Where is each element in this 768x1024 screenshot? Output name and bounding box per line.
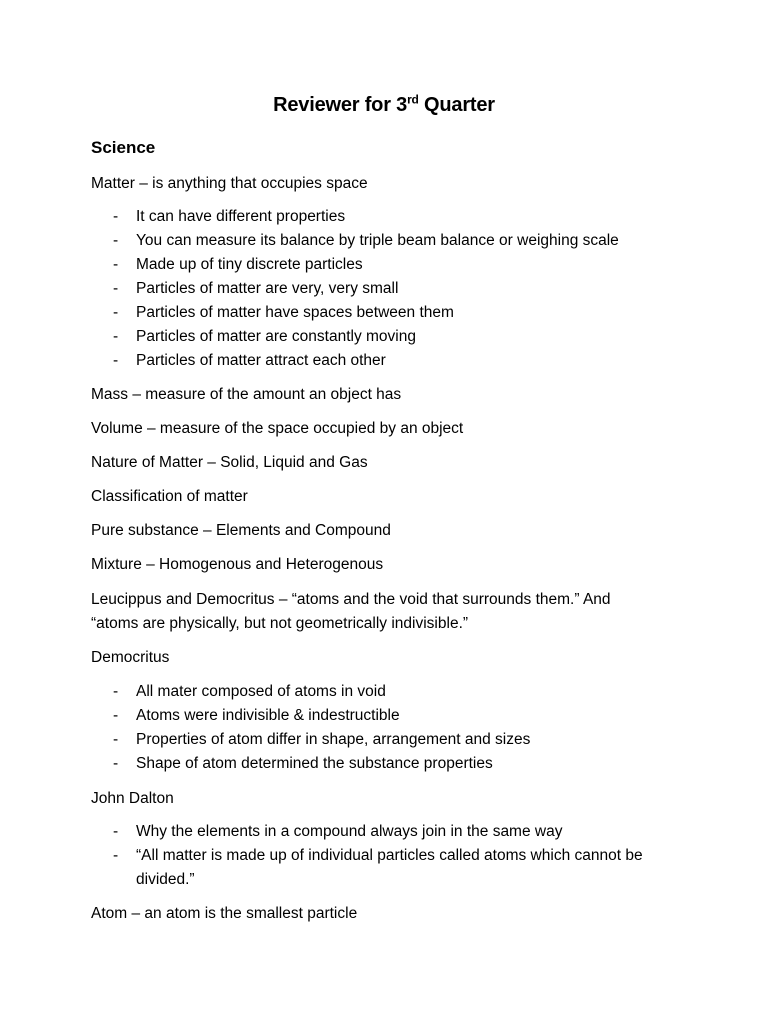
list-item: - It can have different properties <box>113 208 346 225</box>
list-item: - Why the elements in a compound always join in the same way <box>113 823 563 840</box>
democritus-heading: Democritus <box>91 649 170 666</box>
title-main: Reviewer for 3 <box>273 94 408 116</box>
matter-definition: Matter – is anything that occupies space <box>91 175 368 192</box>
list-item: - Particles of matter are constantly moving <box>113 328 416 345</box>
list-item: - All mater composed of atoms in void <box>113 683 386 700</box>
list-item: - Made up of tiny discrete particles <box>113 256 363 273</box>
dalton-list <box>91 820 691 892</box>
matter-properties-list <box>91 205 691 373</box>
atom-definition: Atom – an atom is the smallest particle <box>91 905 358 922</box>
list-item: - You can measure its balance by triple beam balance or weighing scale <box>113 232 619 249</box>
list-item: - Particles of matter are very, very small <box>113 280 399 297</box>
list-item: - Atoms were indivisible & indestructible <box>113 707 400 724</box>
section-heading-science: Science <box>91 138 156 157</box>
list-item: - “All matter is made up of individual particles called atoms which cannot be <box>113 847 643 864</box>
democritus-list <box>91 680 691 776</box>
leucippus-line-1: Leucippus and Democritus – “atoms and the void that surrounds them.” And <box>91 591 611 608</box>
list-item: - Properties of atom differ in shape, arrangement and sizes <box>113 731 531 748</box>
list-item: - Shape of atom determined the substance properties <box>113 755 493 772</box>
dalton-heading: John Dalton <box>91 790 174 807</box>
list-item: - Particles of matter attract each other <box>113 352 386 369</box>
title-superscript: rd <box>407 92 419 107</box>
volume-definition: Volume – measure of the space occupied by an object <box>91 420 464 437</box>
list-item: - Particles of matter have spaces between them <box>113 304 454 321</box>
nature-of-matter: Nature of Matter – Solid, Liquid and Gas <box>91 454 368 471</box>
list-item-continuation: divided.” <box>136 871 195 888</box>
classification-heading: Classification of matter <box>91 488 248 505</box>
page-title <box>0 94 768 117</box>
leucippus-line-2: “atoms are physically, but not geometrically indivisible.” <box>91 615 469 632</box>
title-end: Quarter <box>418 94 495 116</box>
pure-substance-definition: Pure substance – Elements and Compound <box>91 522 391 539</box>
mixture-definition: Mixture – Homogenous and Heterogenous <box>91 556 384 573</box>
mass-definition: Mass – measure of the amount an object has <box>91 386 402 403</box>
